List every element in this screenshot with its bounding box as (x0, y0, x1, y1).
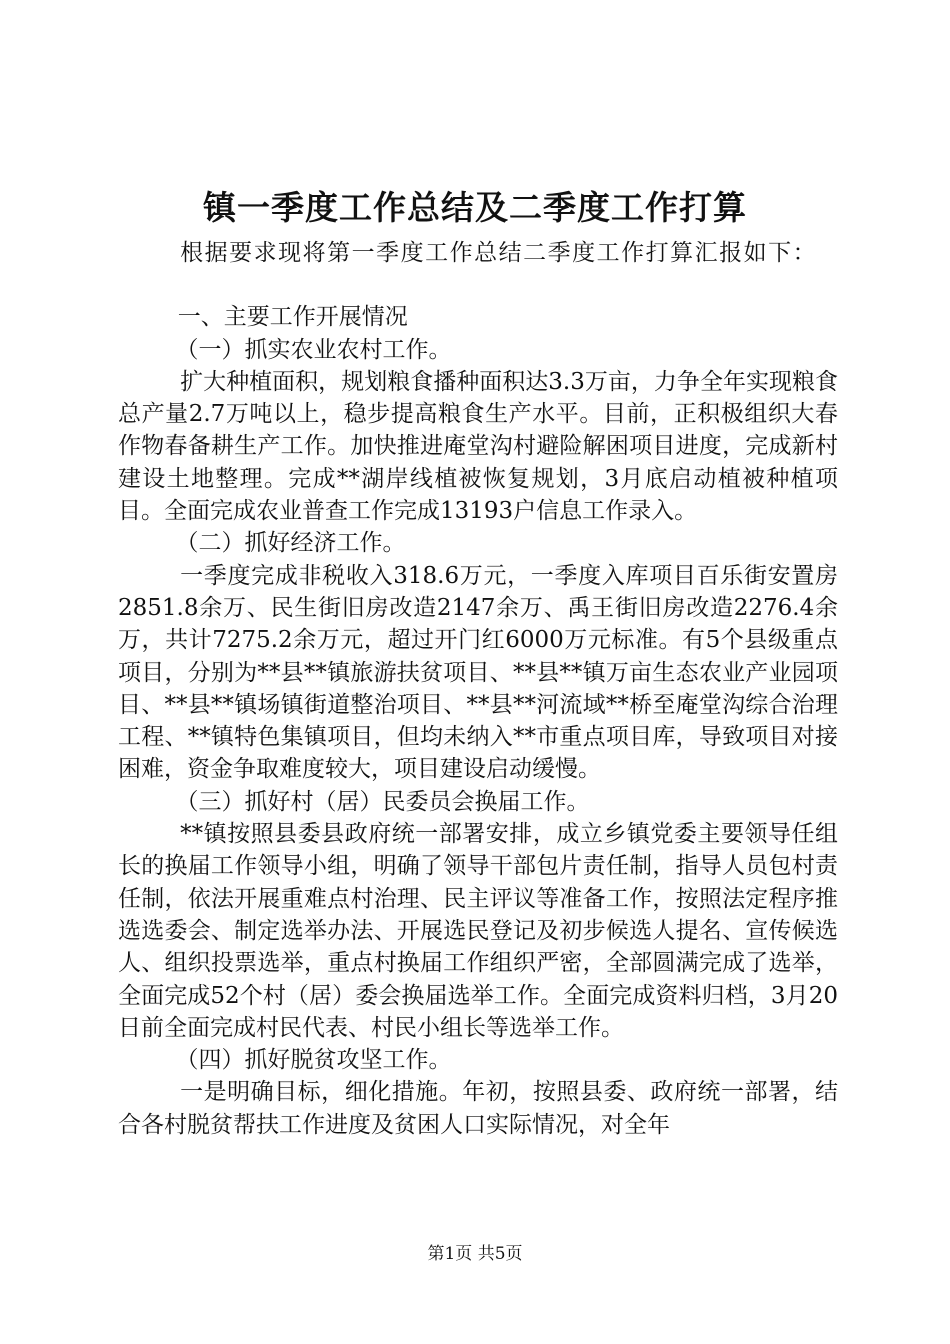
paragraph-election: **镇按照县委县政府统一部署安排，成立乡镇党委主要领导任组长的换届工作领导小组，明确了领导干部包片责任制，指导人员包村责任制，依法开展重难点村治理、民主评议等准备工作，按照法定程序推选选委会、制定选举办法、开展选民登记及初步候选人提名、宣传候选人、组织投票选举，重点村换届工作组织严密，全部圆满完成了选举，全面完成52个村（居）委会换届选举工作。全面完成资料归档，3月20日前全面完成村民代表、村民小组长等选举工作。 (118, 821, 838, 1041)
paragraph-economy: 一季度完成非税收入318.6万元，一季度入库项目百乐街安置房2851.8余万、民生街旧房改造2147余万、禹王街旧房改造2276.4余万，共计7275.2余万元，超过开门红6000万元标准。有5个县级重点项目，分别为**县**镇旅游扶贫项目、**县**镇万亩生态农业产业园项目、**县**镇场镇街道整治项目、**县**河流域**桥至庵堂沟综合治理工程、**镇特色集镇项目，但均未纳入**市重点项目库，导致项目对接困难，资金争取难度较大，项目建设启动缓慢。 (118, 562, 838, 783)
page-footer: 第1页 共5页 (427, 1244, 523, 1264)
document-body (118, 237, 838, 1141)
document-title: 镇一季度工作总结及二季度工作打算 (203, 188, 747, 227)
subheading-poverty: （四）抓好脱贫攻坚工作。 (175, 1047, 452, 1074)
subheading-agriculture: （一）抓实农业农村工作。 (175, 336, 452, 363)
subheading-economy: （二）抓好经济工作。 (175, 530, 406, 557)
paragraph-agriculture: 扩大种植面积，规划粮食播种面积达3.3万亩，力争全年实现粮食总产量2.7万吨以上，稳步提高粮食生产水平。目前，正积极组织大春作物春备耕生产工作。加快推进庵堂沟村避险解困项目进度，完成新村建设土地整理。完成**湖岸线植被恢复规划，3月底启动植被种植项目。全面完成农业普查工作完成13193户信息工作录入。 (118, 368, 838, 525)
subheading-election: （三）抓好村（居）民委员会换届工作。 (175, 788, 590, 815)
section-heading: 一、主要工作开展情况 (177, 304, 408, 331)
paragraph-poverty: 一是明确目标，细化措施。年初，按照县委、政府统一部署，结合各村脱贫帮扶工作进度及贫困人口实际情况，对全年 (118, 1079, 838, 1138)
intro-paragraph: 根据要求现将第一季度工作总结二季度工作打算汇报如下： (180, 240, 818, 266)
